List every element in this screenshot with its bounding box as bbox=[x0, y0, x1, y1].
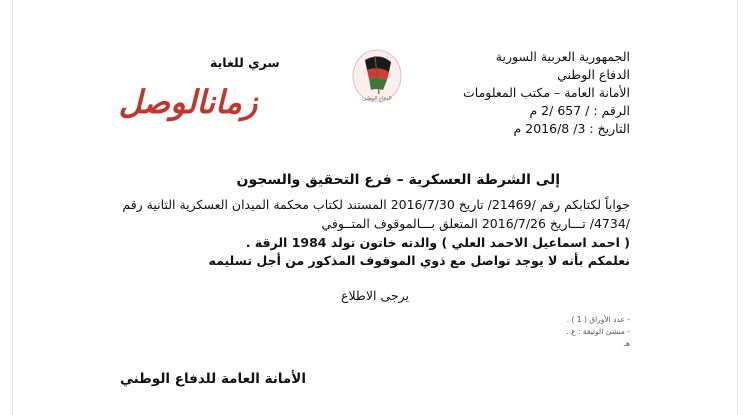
header-country: الجمهورية العربية السورية bbox=[495, 49, 630, 64]
header-date: التاريخ : 3/ 2016/8 م bbox=[513, 121, 630, 136]
signature-block: الأمانة العامة للدفاع الوطني bbox=[120, 371, 306, 387]
please-review: يرجى الاطلاع bbox=[341, 288, 409, 303]
document-author: - منشئ الوثيقة : ع . هـ bbox=[566, 327, 630, 348]
zaman-alwasl-logo bbox=[118, 74, 258, 132]
national-defense-emblem-icon bbox=[345, 46, 409, 106]
enclosures-note bbox=[560, 314, 630, 350]
logo-text: زمانالوصل bbox=[118, 83, 258, 121]
body-line-2: /4734/ تـــاريخ 2016/7/26 المتعلق بـــالموقوف المتــوفي bbox=[321, 216, 630, 231]
notification-sentence: نعلمكم بأنه لا يوجد تواصل مع ذوي الموقوف المذكور من أجل تسليمه bbox=[208, 253, 630, 268]
page-count: - عدد الأوراق ( 1 ) . bbox=[566, 315, 630, 324]
recipient-line: إلى الشرطة العسكرية – فرع التحقيق والسجون bbox=[236, 172, 560, 188]
body-line-1: جواباً لكتابكم رقم /21469/ تاريخ 2016/7/30 المستند لكتاب محكمة الميدان العسكرية الثانية رقم bbox=[122, 197, 630, 212]
page-border-right bbox=[737, 0, 738, 415]
body-line-3: ( احمد اسماعيل الاحمد العلي ) والدته خاتون تولد 1984 الرقة . bbox=[245, 235, 630, 250]
header-organization: الدفاع الوطني bbox=[557, 67, 630, 82]
letter-body bbox=[122, 195, 630, 252]
emblem-caption: الدفاع الوطني bbox=[362, 96, 392, 102]
classification-label: سري للغاية bbox=[210, 55, 280, 70]
page-border-left bbox=[12, 0, 13, 415]
sender-header bbox=[420, 48, 630, 138]
header-reference-number: الرقم : / 657 /2 م bbox=[529, 103, 630, 118]
header-office: الأمانة العامة – مكتب المعلومات bbox=[463, 85, 630, 100]
